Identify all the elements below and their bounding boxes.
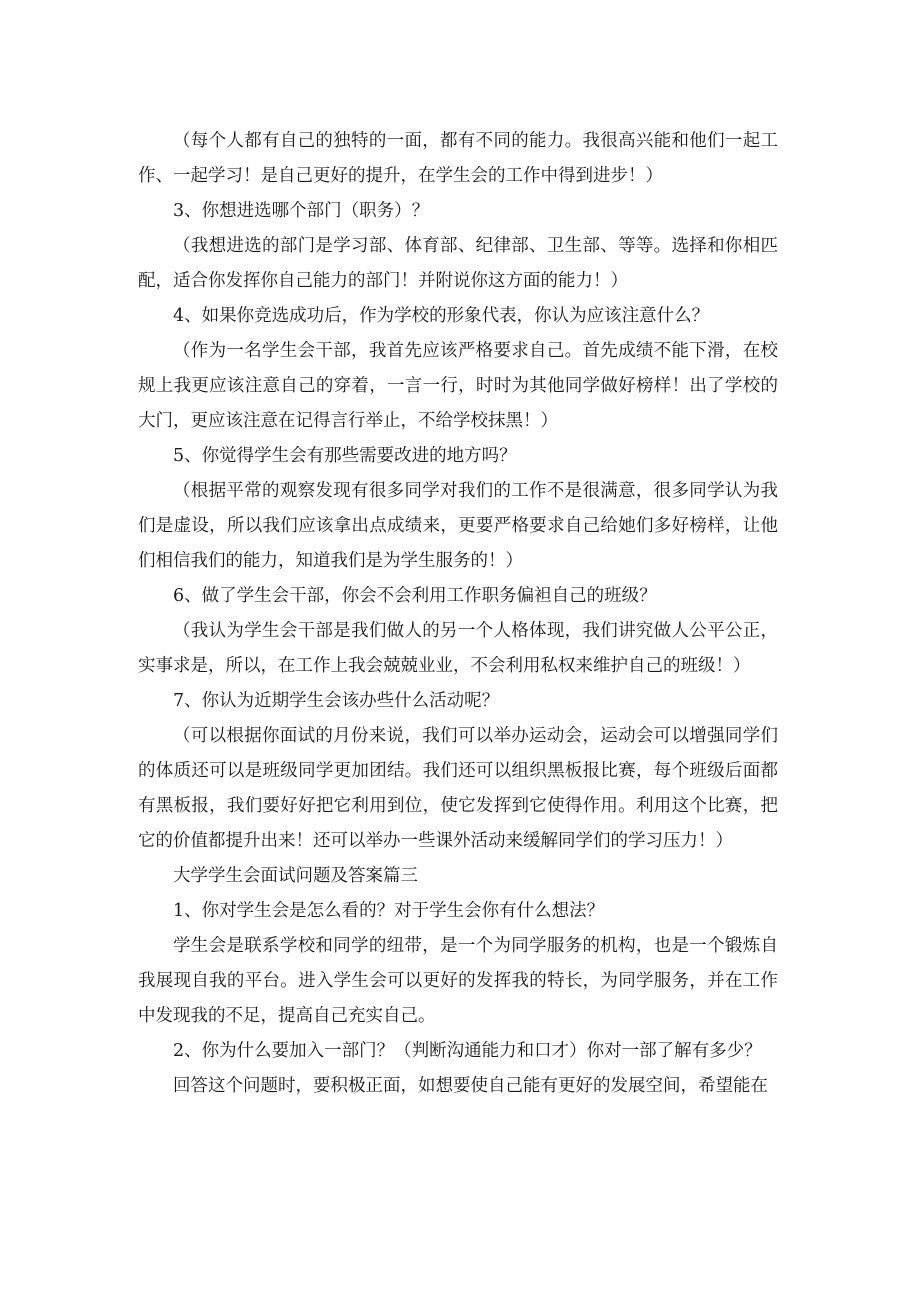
answer-paragraph: （可以根据你面试的月份来说，我们可以举办运动会，运动会可以增强同学们的体质还可以是班级同学更加团结。我们还可以组织黑板报比赛，每个班级后面都有黑板报，我们要好好把它利用到位，使它发挥到它使得作用。利用这个比赛，把它的价值都提升出来！还可以举办一些课外活动来缓解同学们的学习压力！） [138, 726, 778, 851]
answer-paragraph: （每个人都有自己的独特的一面，都有不同的能力。我很高兴能和他们一起工作、一起学习！是自己更好的提升，在学生会的工作中得到进步！） [138, 131, 778, 186]
answer-paragraph: 回答这个问题时，要积极正面，如想要使自己能有更好的发展空间，希望能在 [173, 1076, 768, 1096]
answer-paragraph: （我想进选的部门是学习部、体育部、纪律部、卫生部、等等。选择和你相匹配，适合你发挥你自己能力的部门！并附说你这方面的能力！） [138, 236, 778, 291]
question-5: 5、你觉得学生会有那些需要改进的地方吗？ [173, 446, 517, 466]
answer-paragraph: 学生会是联系学校和同学的纽带，是一个为同学服务的机构，也是一个锻炼自我展现自我的平台。进入学生会可以更好的发挥我的特长，为同学服务，并在工作中发现我的不足，提高自己充实自己。 [138, 936, 778, 1026]
question-6: 6、做了学生会干部，你会不会利用工作职务偏袒自己的班级？ [173, 586, 657, 606]
answer-paragraph: （作为一名学生会干部，我首先应该严格要求自己。首先成绩不能下滑，在校规上我更应该注意自己的穿着，一言一行，时时为其他同学做好榜样！出了学校的大门，更应该注意在记得言行举止，不给学校抹黑！） [138, 341, 778, 431]
section-title: 大学学生会面试问题及答案篇三 [173, 866, 418, 886]
question-3: 3、你想进选哪个部门（职务）？ [173, 201, 430, 221]
document-body [138, 124, 778, 1104]
question-7: 7、你认为近期学生会该办些什么活动呢？ [173, 691, 500, 711]
answer-paragraph: （根据平常的观察发现有很多同学对我们的工作不是很满意，很多同学认为我们是虚设，所以我们应该拿出点成绩来，更要严格要求自己给她们多好榜样，让他们相信我们的能力，知道我们是为学生服务的！） [138, 481, 778, 571]
answer-paragraph: （我认为学生会干部是我们做人的另一个人格体现，我们讲究做人公平公正，实事求是，所以，在工作上我会兢兢业业，不会利用私权来维护自己的班级！） [138, 621, 778, 676]
question-4: 4、如果你竞选成功后，作为学校的形象代表，你认为应该注意什么？ [173, 306, 710, 326]
question-1: 1、你对学生会是怎么看的？对于学生会你有什么想法？ [173, 901, 605, 921]
question-2: 2、你为什么要加入一部门？（判断沟通能力和口才）你对一部了解有多少？ [173, 1041, 762, 1061]
